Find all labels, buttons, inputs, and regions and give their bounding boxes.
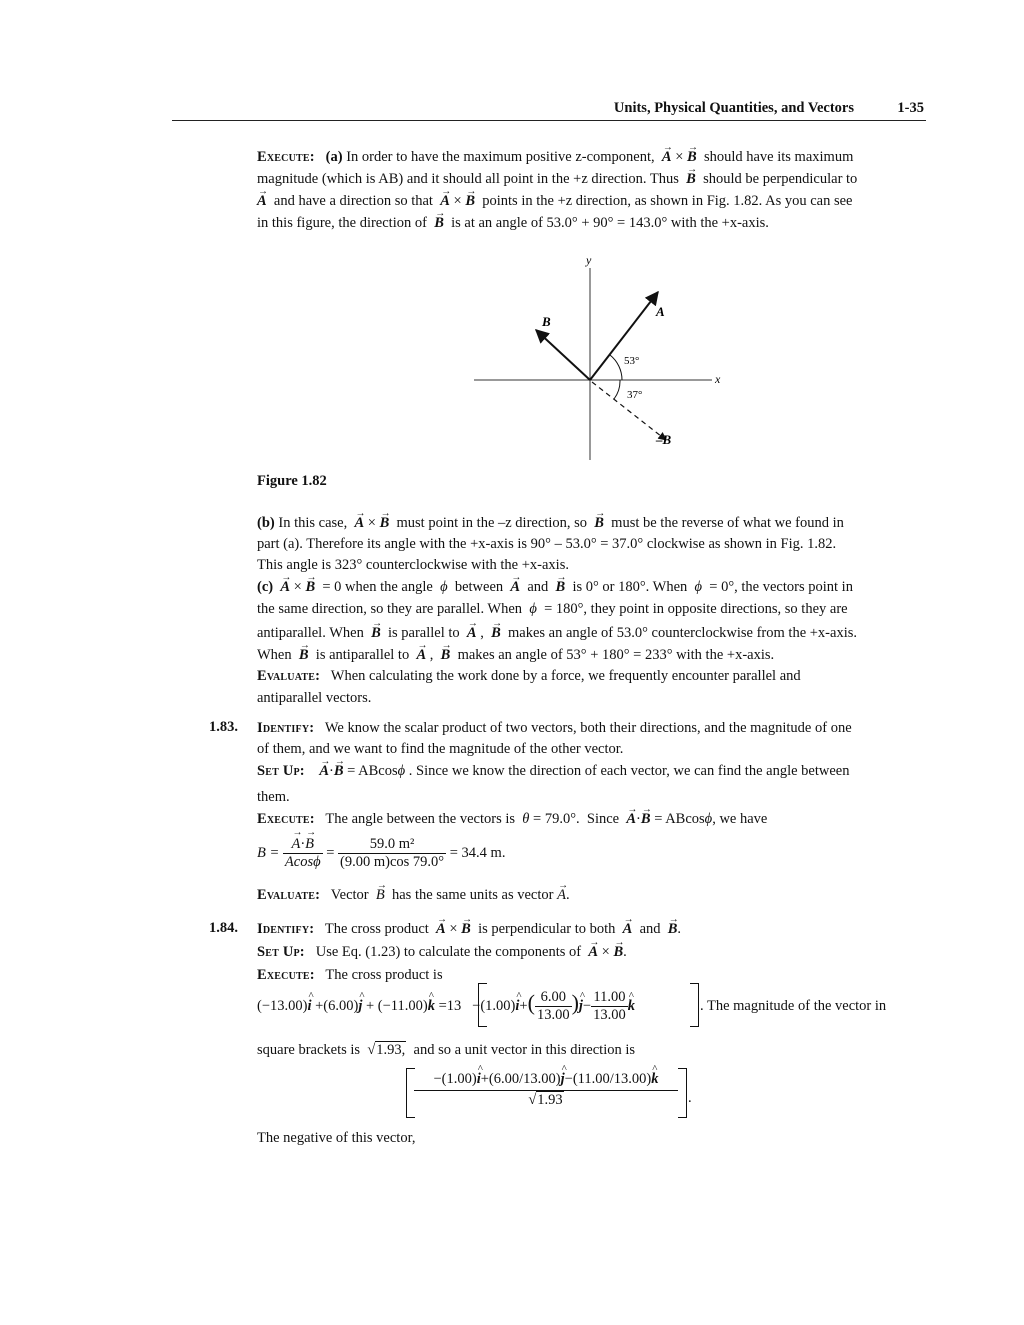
p183-identify-line1: Identify: We know the scalar product of two vectors, both their directions, and the magnitude of one	[257, 720, 852, 736]
part-c-line4: When → B is antiparallel to → A , → B makes an angle of 53° + 180° = 233° with the +x-axis.	[257, 646, 774, 664]
vector-a-label: A	[656, 304, 665, 319]
part-c-line1: (c) → A × → B = 0 when the angle ϕ between → A and → B is 0° or 180°. When ϕ = 0°, the vectors point in	[257, 578, 853, 596]
vector-diagram	[470, 252, 730, 464]
problem-1-84-number: 1.84.	[209, 920, 238, 936]
cross-product-expression: (−13.00)^ i +(6.00)^ j + (−11.00)^ k =13 −(1.00)^ i+( $\frac{6.00}{13.00}$ )^ j− $\frac{11.00}{13.00}$ ^ k	[257, 989, 635, 1024]
page-number: 1-35	[897, 100, 924, 116]
figure-1-82	[470, 252, 730, 464]
vector-b-label: B	[542, 314, 551, 329]
square-brackets-line: square brackets is √1.93, and so a unit vector in this direction is	[257, 1042, 636, 1058]
running-header	[172, 98, 926, 121]
problem-1-83-number: 1.83.	[209, 719, 238, 735]
execute-a-line1: Execute: (a) In order to have the maximum positive z-component, → A × → B should have its maximum	[257, 148, 853, 166]
p184-identify-line: Identify: The cross product → A × → B is perpendicular to both → A and → B.	[257, 920, 681, 938]
unit-vector-fraction: −(1.00)^ i+(6.00/13.00)^ j−(11.00/13.00)^ k √1.93	[414, 1071, 678, 1109]
p183-identify-line2: of them, and we want to find the magnitude of the other vector.	[257, 741, 624, 757]
execute-a-line3: → A and have a direction so that → A × → B points in the +z direction, as shown in Fig. 1.82. As you can see	[257, 192, 852, 210]
part-c-line3: antiparallel. When → B is parallel to → A , → B makes an angle of 53.0° counterclockwise from the +x-axis.	[257, 624, 857, 642]
p183-evaluate-line: Evaluate: Vector → B has the same units as vector → A.	[257, 886, 570, 904]
p184-setup-line: Set Up: Use Eq. (1.23) to calculate the components of → A × → B.	[257, 943, 627, 961]
unit-period: .	[688, 1090, 692, 1106]
header-title: Units, Physical Quantities, and Vectors	[613, 100, 854, 116]
p183-setup-line2: them.	[257, 789, 290, 805]
x-axis-label: x	[715, 372, 721, 386]
right-square-bracket	[690, 983, 699, 1027]
fraction-6-over-13: $\frac{6.00}{13.00}$	[536, 989, 570, 1023]
execute-a-line2: magnitude (which is AB) and it should all point in the +z direction. Thus → B should be perpendicular to	[257, 170, 857, 188]
fraction-dot-over-acos: → $\frac{A\cdot\to B}{Acos\phi}$	[283, 836, 323, 871]
execute-a-line4: in this figure, the direction of → B is at an angle of 53.0° + 90° = 143.0° with the +x-axis.	[257, 214, 769, 232]
negative-vector-line: The negative of this vector,	[257, 1130, 416, 1146]
fraction-numeric: $\frac{\text{59.0 m²}}{(9.00 m)\cos 79.0^\circ}$	[340, 836, 445, 870]
fraction-11-over-13: $\frac{11.00}{13.00}$	[593, 989, 626, 1023]
p183-setup-line1: Set Up: → A·→ B = ABcosϕ . Since we know the direction of each vector, we can find the angle between	[257, 762, 849, 780]
part-b-line3: This angle is 323° counterclockwise with the +x-axis.	[257, 557, 569, 573]
vector-b-arrow	[536, 330, 590, 380]
part-c-line2: the same direction, so they are parallel. When ϕ = 180°, they point in opposite directions, so they are	[257, 601, 848, 617]
figure-caption: Figure 1.82	[257, 473, 327, 489]
part-b-line2: part (a). Therefore its angle with the +x-axis is 90° – 53.0° = 37.0° clockwise as shown in Fig. 1.82.	[257, 536, 837, 552]
unit-right-bracket	[678, 1068, 687, 1118]
magnitude-text: . The magnitude of the vector in	[700, 998, 887, 1014]
p184-execute-line: Execute: The cross product is	[257, 967, 443, 983]
p183-execute-line1: Execute: The angle between the vectors is θ = 79.0°. Since → A·→ B = ABcosϕ, we have	[257, 810, 767, 828]
vector-neg-b-label: –B	[656, 432, 672, 447]
angle-53-label: 53°	[624, 355, 640, 367]
angle-37-label: 37°	[627, 389, 643, 401]
angle-53-arc	[610, 355, 622, 380]
evaluate-a-line2: antiparallel vectors.	[257, 690, 372, 706]
evaluate-a-line1: Evaluate: When calculating the work done by a force, we frequently encounter parallel and	[257, 668, 801, 684]
p183-equation: B = → $\frac{A\cdot\to B}{Acos\phi}$ = $\frac{\text{59.0 m²}}{(9.00 m)\cos 79.0^\circ}$ = 34.4 m.	[257, 836, 505, 871]
angle-37-arc	[614, 380, 620, 399]
part-b-line1: (b) In this case, → A × → B must point in the –z direction, so → B must be the reverse of what we found in	[257, 514, 844, 532]
y-axis-label: y	[586, 253, 592, 267]
